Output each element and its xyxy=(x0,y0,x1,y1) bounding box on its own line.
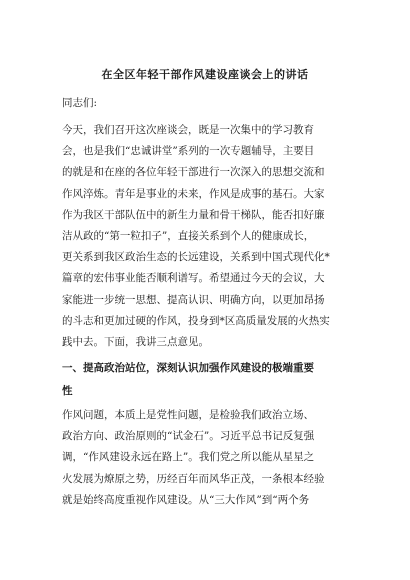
paragraph-line: 作为我区干部队伍中的新生力量和骨干梯队，能否扣好廉 xyxy=(62,208,325,221)
paragraph-line: 会，也是我们“忠诚讲堂”系列的一次专题辅导，主要目 xyxy=(62,145,315,158)
paragraph-line: 作风淬炼。青年是事业的未来，作风是成事的基石。大家 xyxy=(62,187,325,200)
paragraph-line: 作风问题，本质上是党性问题，是检验我们政治立场、 xyxy=(62,409,314,421)
paragraph-line: 更关系到我区政治生态的长远建设，关系到中国式现代化* xyxy=(62,251,330,264)
paragraph-line: 的斗志和更加过硬的作风，投身到*区高质量发展的火热实 xyxy=(62,314,330,327)
paragraph-section-1 xyxy=(62,405,352,511)
section-heading-1 xyxy=(62,357,362,403)
paragraph-line: 就是始终高度重视作风建设。从“三大作风”到“两个务 xyxy=(62,493,310,506)
paragraph-line: 的就是和在座的各位年轻干部进行一次深入的思想交流和 xyxy=(62,166,325,179)
document-title: 在全区年轻干部作风建设座谈会上的讲话 xyxy=(101,68,309,81)
heading-line: 性 xyxy=(62,385,73,397)
paragraph-line: 火发展为燎原之势，历经百年而风华正茂，一条根本经验 xyxy=(62,472,325,485)
paragraph-line: 家能进一步统一思想、提高认识、明确方向，以更加昂扬 xyxy=(62,293,325,306)
paragraph-line: 洁从政的“第一粒扣子”，直接关系到个人的健康成长， xyxy=(62,229,315,242)
paragraph-intro xyxy=(62,120,352,353)
paragraph-line: 调，“作风建设永远在路上”。我们党之所以能从星星之 xyxy=(62,451,315,464)
heading-line: 一、提高政治站位，深刻认识加强作风建设的极端重要 xyxy=(62,362,314,374)
paragraph-line: 篇章的宏伟事业能否顺利谱写。希望通过今天的会议，大 xyxy=(62,272,325,285)
paragraph-line: 践中去。下面，我讲三点意见。 xyxy=(62,335,209,348)
paragraph-line: 政治方向、政治原则的“试金石”。习近平总书记反复强 xyxy=(62,430,315,443)
salutation: 同志们: xyxy=(62,97,98,109)
paragraph-line: 今天，我们召开这次座谈会，既是一次集中的学习教育 xyxy=(62,124,314,136)
